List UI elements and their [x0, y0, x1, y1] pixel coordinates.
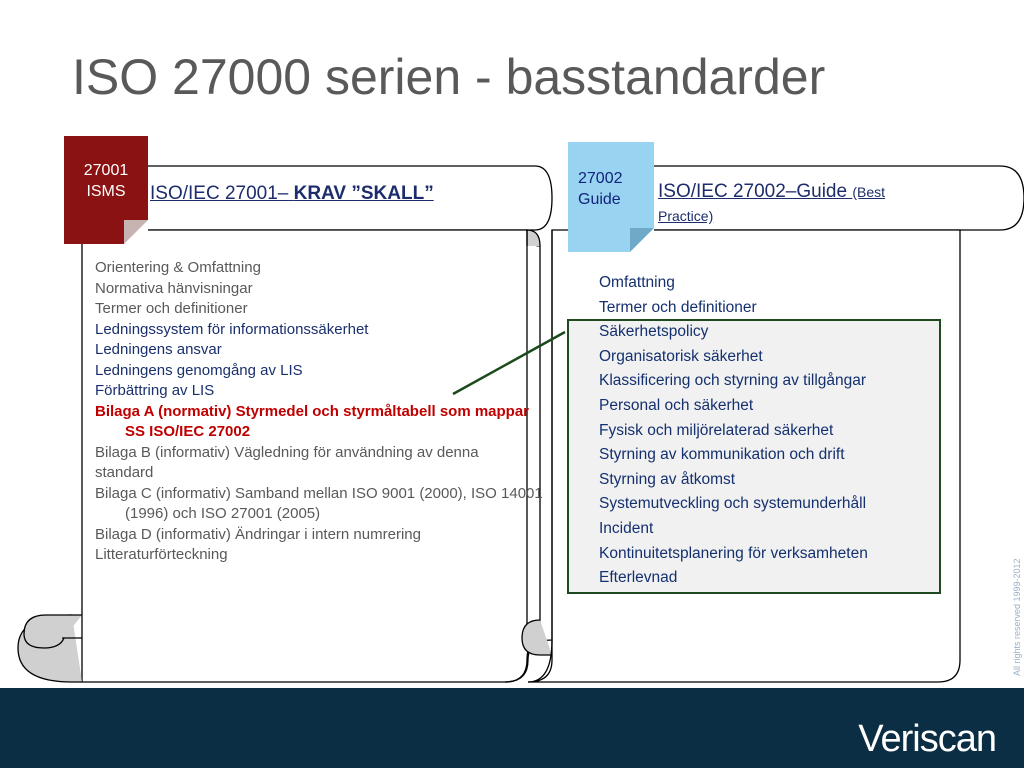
isms-tab	[64, 136, 148, 244]
list-item: Termer och definitioner	[599, 298, 757, 316]
list-item: Personal och säkerhet	[599, 396, 754, 414]
list-item: Systemutveckling och systemunderhåll	[599, 495, 867, 513]
list-item: Ledningens genomgång av LIS	[95, 361, 303, 379]
list-item: Omfattning	[599, 274, 675, 291]
list-item-bilaga-a: Bilaga A (normativ) Styrmedel och styrmåltabell som mappar SS ISO/IEC 27002	[95, 402, 530, 440]
page-fold-icon	[124, 220, 148, 244]
iso-27001-header-prefix: ISO/IEC 27001–	[150, 183, 294, 204]
iso-27002-header-note: (Best	[852, 184, 886, 200]
list-item: Efterlevnad	[599, 569, 678, 587]
list-item: Orientering & Omfattning	[95, 259, 261, 276]
guide-tab-number: 27002	[578, 170, 623, 187]
list-item: Ledningens ansvar	[95, 341, 222, 358]
list-item: Styrning av åtkomst	[599, 470, 736, 488]
iso-27001-contents	[95, 258, 543, 566]
list-item: Termer och definitioner	[95, 300, 248, 317]
iso-27002-header-main: ISO/IEC 27002–Guide	[658, 181, 853, 202]
page-fold-icon	[630, 228, 654, 252]
copyright-notice: All rights reserved 1999-2012	[1012, 558, 1022, 676]
iso-27002-header-note-2: Practice)	[658, 208, 714, 224]
slide-title: ISO 27000 serien - basstandarder	[72, 49, 826, 105]
list-item: Kontinuitetsplanering för verksamheten	[599, 544, 868, 562]
iso-27002-header[interactable]	[658, 180, 885, 228]
list-item: Bilaga B (informativ) Vägledning för användning av denna standard	[95, 443, 479, 481]
iso-27001-header-emphasis: KRAV ”SKALL”	[293, 183, 434, 204]
list-item: Normativa hänvisningar	[95, 279, 253, 297]
iso-27002-contents	[599, 271, 868, 591]
list-item: Styrning av kommunikation och drift	[599, 446, 845, 464]
guide-tab-label: Guide	[578, 191, 621, 208]
list-item: Litteraturförteckning	[95, 546, 228, 563]
guide-tab	[568, 142, 654, 252]
list-item: Bilaga D (informativ) Ändringar i intern numrering	[95, 525, 421, 543]
iso-27001-header[interactable]	[150, 183, 434, 205]
list-item: Bilaga C (informativ) Samband mellan ISO 9001 (2000), ISO 14001 (1996) och ISO 27001 (2005)	[95, 484, 543, 522]
list-item: Organisatorisk säkerhet	[599, 347, 763, 365]
list-item: Incident	[599, 519, 654, 537]
isms-tab-number: 27001	[83, 162, 129, 179]
list-item: Ledningssystem för informationssäkerhet	[95, 320, 369, 338]
list-item: Klassificering och styrning av tillgångar	[599, 372, 867, 390]
list-item: Förbättring av LIS	[95, 382, 215, 399]
list-item: Fysisk och miljörelaterad säkerhet	[599, 421, 834, 439]
list-item: Säkerhetspolicy	[599, 323, 709, 341]
veriscan-logo: Veriscan	[858, 718, 996, 760]
isms-tab-label: ISMS	[86, 183, 126, 200]
